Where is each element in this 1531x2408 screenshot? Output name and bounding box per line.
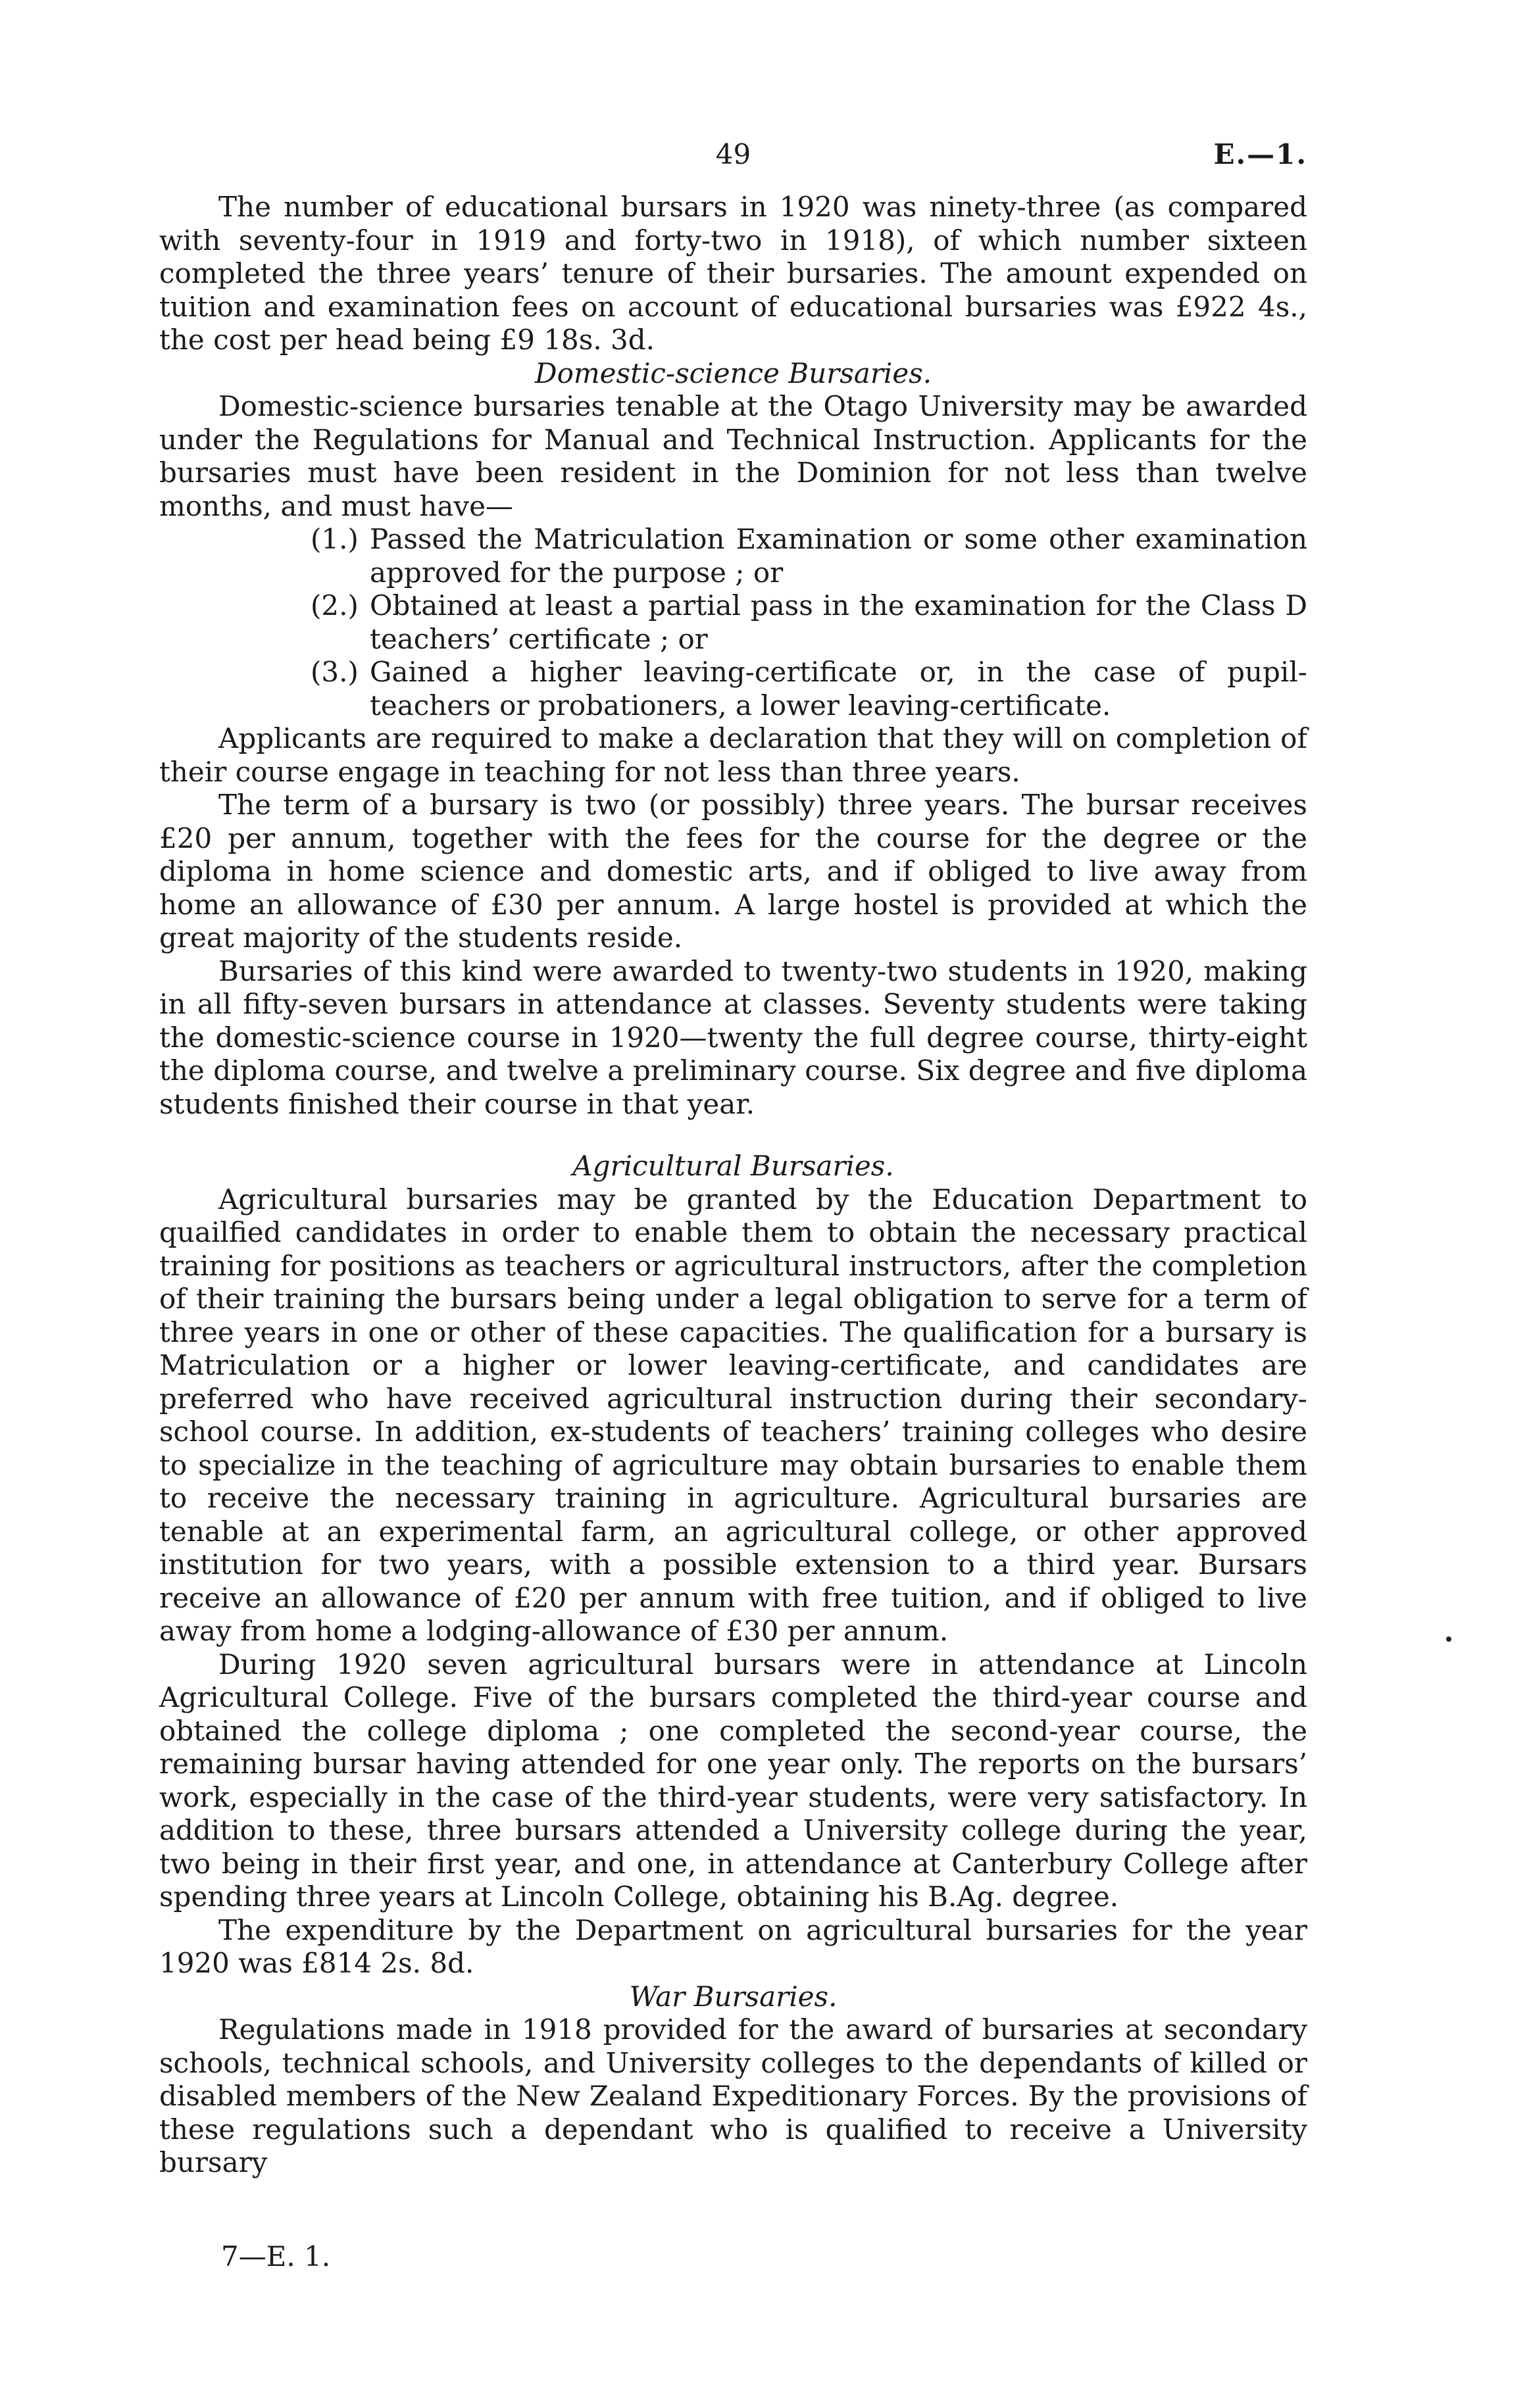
paragraph-educational-bursars: The number of educational bursars in 1920 was ninety-three (as compared with seventy-four in 1919 and forty-two in 1918), of which number sixteen completed the three years’ tenure of their bursaries. The amount expended on tuition and examination fees on account of educational bursaries was £922 4s., the cost per head being £9 18s. 3d. [159,191,1307,356]
list-item-number: (3.) [311,656,359,688]
list-item [159,656,1307,722]
list-item-text: Obtained at least a partial pass in the examination for the Class D teachers’ certificate ; or [370,589,1307,655]
paragraph-domestic-intro: Domestic-science bursaries tenable at the Otago University may be awarded under the Regulations for Manual and Technical Instruction. Applicants for the bursaries must have been resident in the Dominion for not less than twelve months, and must have— [159,390,1307,522]
paragraph-domestic-awards: Bursaries of this kind were awarded to twenty-two students in 1920, making in all fifty-seven bursars in attendance at classes. Seventy students were taking the domestic-science course in 1920—twenty the full degree course, thirty-eight the diploma course, and twelve a preliminary course. Six degree and five diploma students finished their course in that year. [159,954,1307,1120]
page-header [159,138,1307,178]
signature-code: 7—E. 1. [221,2240,331,2273]
list-item [159,523,1307,589]
report-code: E.—1. [1213,138,1307,170]
document-page [159,138,1307,2180]
list-item-text: Passed the Matriculation Examination or some other examination approved for the purpose ; or [370,523,1307,589]
paragraph-declaration: Applicants are required to make a declaration that they will on completion of their course engage in teaching for not less than three years. [159,722,1307,788]
ink-speck [1446,1636,1451,1642]
requirements-list [159,523,1307,722]
page-number: 49 [715,138,751,170]
list-item [159,589,1307,656]
list-item-number: (2.) [311,589,359,622]
list-item-number: (1.) [311,523,359,555]
heading-agricultural: Agricultural Bursaries. [572,1150,894,1182]
paragraph-agricultural-expenditure: The expenditure by the Department on agricultural bursaries for the year 1920 was £814 2s. 8d. [159,1913,1307,1979]
heading-war-bursaries: War Bursaries. [629,1980,838,2013]
paragraph-bursary-term: The term of a bursary is two (or possibly) three years. The bursar receives £20 per annum, together with the fees for the course for the degree or the diploma in home science and domestic arts, and if obliged to live away from home an allowance of £30 per annum. A large hostel is provided at which the great majority of the students reside. [159,789,1307,954]
list-item-text: Gained a higher leaving-certificate or, in the case of pupil-teachers or probationers, a lower leaving-certificate. [370,656,1307,722]
paragraph-agricultural-intro: Agricultural bursaries may be granted by the Education Department to quailfied candidates in order to enable them to obtain the necessary practical training for positions as teachers or agricultural instructors, after the completion of their training the bursars being under a legal obligation to serve for a term of three years in one or other of these capacities. The qualification for a bursary is Matriculation or a higher or lower leaving-certificate, and candidates are preferred who have received agricultural instruction during their secondary-school course. In addition, ex-students of teachers’ training colleges who desire to specialize in the teaching of agriculture may obtain bursaries to enable them to receive the necessary training in agriculture. Agricultural bursaries are tenable at an experimental farm, an agricultural college, or other approved institution for two years, with a possible extension to a third year. Bursars receive an allowance of £20 per annum with free tuition, and if obliged to live away from home a lodging-allowance of £30 per annum. [159,1183,1307,1647]
paragraph-war-bursaries: Regulations made in 1918 provided for the award of bursaries at secondary schools, technical schools, and University colleges to the dependants of killed or disabled members of the New Zealand Expeditionary Forces. By the provisions of these regulations such a dependant who is qualified to receive a University bursary [159,2013,1307,2178]
paragraph-agricultural-1920: During 1920 seven agricultural bursars were in attendance at Lincoln Agricultural College. Five of the bursars completed the third-year course and obtained the college diploma ; one completed the second-year course, the remaining bursar having attended for one year only. The reports on the bursars’ work, especially in the case of the third-year students, were very satisfactory. In addition to these, three bursars attended a University college during the year, two being in their first year, and one, in attendance at Canterbury College after spending three years at Lincoln College, obtaining his B.Ag. degree. [159,1648,1307,1913]
heading-domestic-science: Domestic-science Bursaries. [534,356,932,389]
